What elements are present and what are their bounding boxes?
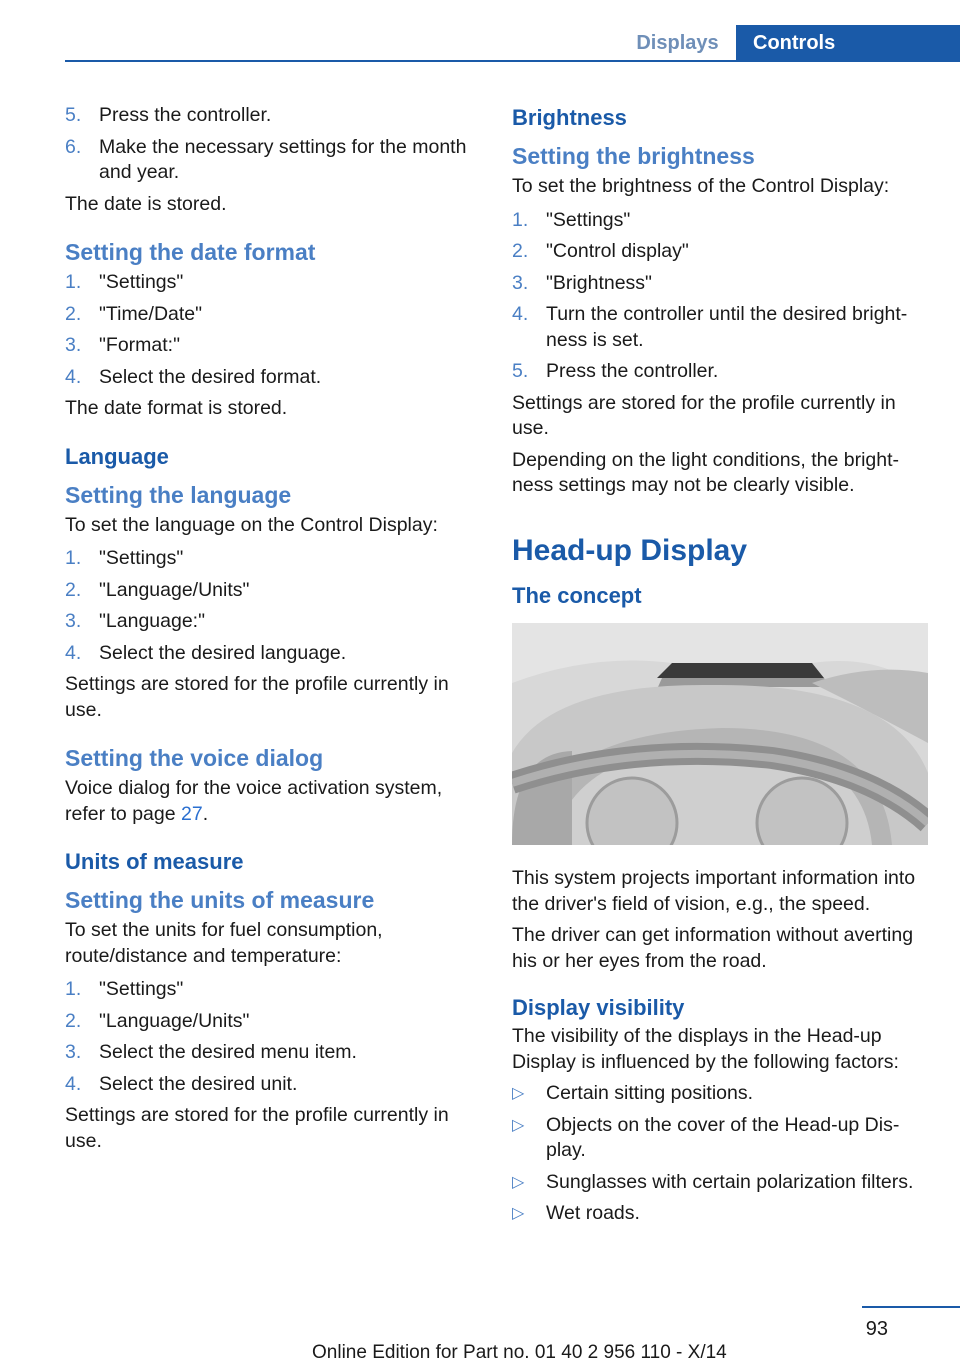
list-item xyxy=(512,1081,928,1107)
units-steps-list xyxy=(65,977,481,1097)
date-stored-text: The date is stored. xyxy=(65,192,227,215)
brightness-note-text: Depending on the light conditions, the bright-ness settings may not be clearly visible. xyxy=(512,448,900,496)
factor-text: Objects on the cover of the Head-up Dis-play. xyxy=(546,1113,900,1161)
header-section-label: Displays xyxy=(636,31,719,54)
set-language-heading: Setting the language xyxy=(65,481,292,508)
list-item xyxy=(512,1201,928,1227)
page-number-rule xyxy=(862,1306,960,1308)
list-item xyxy=(512,239,928,265)
step-number: 4. xyxy=(65,365,82,388)
step-text: Select the desired format. xyxy=(99,365,322,388)
list-item xyxy=(65,302,481,328)
list-item xyxy=(512,208,928,234)
voice-dialog-body: Voice dialog for the voice activation system, refer to page xyxy=(65,777,443,825)
units-stored-text: Settings are stored for the profile currently in use. xyxy=(65,1104,449,1152)
list-item xyxy=(65,578,481,604)
step-number: 3. xyxy=(65,1041,82,1063)
step-text: Select the desired language. xyxy=(99,641,347,664)
step-number: 2. xyxy=(512,240,529,262)
brightness-stored-text: Settings are stored for the profile currently in use. xyxy=(512,391,896,439)
display-visibility-heading: Display visibility xyxy=(512,995,685,1020)
step-text: "Language:" xyxy=(99,610,206,632)
list-item xyxy=(512,271,928,297)
visibility-factors-list xyxy=(512,1081,928,1227)
step-number: 2. xyxy=(65,578,82,601)
step-number: 5. xyxy=(512,360,529,382)
language-heading: Language xyxy=(65,443,169,469)
factor-text: Sunglasses with certain polarization filters. xyxy=(546,1170,914,1193)
set-brightness-heading: Setting the brightness xyxy=(512,143,755,169)
step-text: "Control display" xyxy=(546,240,689,262)
left-column xyxy=(65,103,481,1160)
list-item xyxy=(65,1040,481,1066)
list-item xyxy=(512,359,928,385)
date-format-stored-text: The date format is stored. xyxy=(65,397,288,419)
factor-text: Wet roads. xyxy=(546,1202,640,1224)
step-number: 6. xyxy=(65,135,82,158)
step-number: 4. xyxy=(65,641,82,664)
step-number: 3. xyxy=(512,271,529,294)
step-number: 3. xyxy=(65,334,82,356)
step-number: 1. xyxy=(512,208,529,231)
step-text: "Settings" xyxy=(99,547,184,569)
list-item xyxy=(65,270,481,296)
display-visibility-intro: The visibility of the displays in the Head-up Display is influenced by the following factors: xyxy=(512,1025,899,1073)
list-item xyxy=(65,546,481,572)
list-item xyxy=(65,365,481,391)
step-text: "Settings" xyxy=(546,208,631,231)
step-text: Turn the controller until the desired bright-ness is set. xyxy=(546,303,908,351)
step-number: 4. xyxy=(512,303,529,325)
step-text: Press the controller. xyxy=(546,360,719,382)
date-steps-list xyxy=(65,103,481,186)
concept-heading: The concept xyxy=(512,582,642,608)
set-language-intro: To set the language on the Control Display: xyxy=(65,513,438,536)
bullet-triangle-icon: ▷ xyxy=(512,1205,525,1222)
step-number: 3. xyxy=(65,610,82,632)
step-text: "Time/Date" xyxy=(99,302,203,325)
page-reference-link[interactable]: 27 xyxy=(181,802,203,825)
date-format-steps-list xyxy=(65,270,481,390)
head-up-display-heading: Head-up Display xyxy=(512,533,748,567)
list-item xyxy=(512,1170,928,1196)
step-text: "Language/Units" xyxy=(99,578,250,601)
step-number: 5. xyxy=(65,104,82,126)
right-column xyxy=(512,103,928,1233)
list-item xyxy=(65,333,481,359)
step-text: "Settings" xyxy=(99,271,184,293)
bullet-triangle-icon: ▷ xyxy=(512,1085,525,1102)
step-number: 4. xyxy=(65,1072,82,1095)
step-text: "Brightness" xyxy=(546,271,652,294)
brightness-steps-list xyxy=(512,208,928,385)
step-text: "Settings" xyxy=(99,978,184,1000)
bullet-triangle-icon: ▷ xyxy=(512,1116,525,1134)
step-text: Select the desired menu item. xyxy=(99,1041,357,1063)
concept-paragraph-1: This system projects important information into the driver's field of vision, e.g., the speed. xyxy=(512,867,916,915)
page-number: 93 xyxy=(865,1318,888,1340)
step-text: Make the necessary settings for the month and year. xyxy=(99,135,467,183)
brightness-heading: Brightness xyxy=(512,105,627,130)
step-text: "Language/Units" xyxy=(99,1009,250,1032)
list-item xyxy=(65,1009,481,1035)
list-item xyxy=(65,609,481,635)
step-text: Press the controller. xyxy=(99,104,272,126)
step-text: "Format:" xyxy=(99,334,181,356)
list-item xyxy=(512,1113,928,1164)
list-item xyxy=(65,135,481,186)
list-item xyxy=(65,103,481,129)
date-format-heading: Setting the date format xyxy=(65,239,316,265)
set-units-heading: Setting the units of measure xyxy=(65,887,375,913)
step-number: 1. xyxy=(65,271,82,293)
head-up-display-illustration xyxy=(512,623,928,845)
step-text: Select the desired unit. xyxy=(99,1072,298,1095)
step-number: 2. xyxy=(65,302,82,325)
header-chapter-tab: Controls xyxy=(736,25,960,62)
voice-dialog-heading: Setting the voice dialog xyxy=(65,745,324,771)
voice-dialog-period: . xyxy=(202,802,209,825)
list-item xyxy=(65,977,481,1003)
set-units-intro: To set the units for fuel consumption, route/distance and temperature: xyxy=(65,919,383,967)
list-item xyxy=(65,1072,481,1098)
step-number: 1. xyxy=(65,978,82,1000)
footer-edition-text: Online Edition for Part no. 01 40 2 956 110 - X/14 xyxy=(312,1342,727,1363)
voice-dialog-text xyxy=(65,776,481,827)
units-heading: Units of measure xyxy=(65,849,244,874)
list-item xyxy=(512,302,928,353)
list-item xyxy=(65,641,481,667)
step-number: 2. xyxy=(65,1009,82,1032)
language-steps-list xyxy=(65,546,481,666)
set-brightness-intro: To set the brightness of the Control Display: xyxy=(512,175,890,197)
concept-paragraph-2: The driver can get information without averting his or her eyes from the road. xyxy=(512,924,914,972)
header-rule xyxy=(65,60,960,62)
step-number: 1. xyxy=(65,547,82,569)
language-stored-text: Settings are stored for the profile currently in use. xyxy=(65,673,449,721)
bullet-triangle-icon: ▷ xyxy=(512,1173,525,1191)
factor-text: Certain sitting positions. xyxy=(546,1082,754,1104)
